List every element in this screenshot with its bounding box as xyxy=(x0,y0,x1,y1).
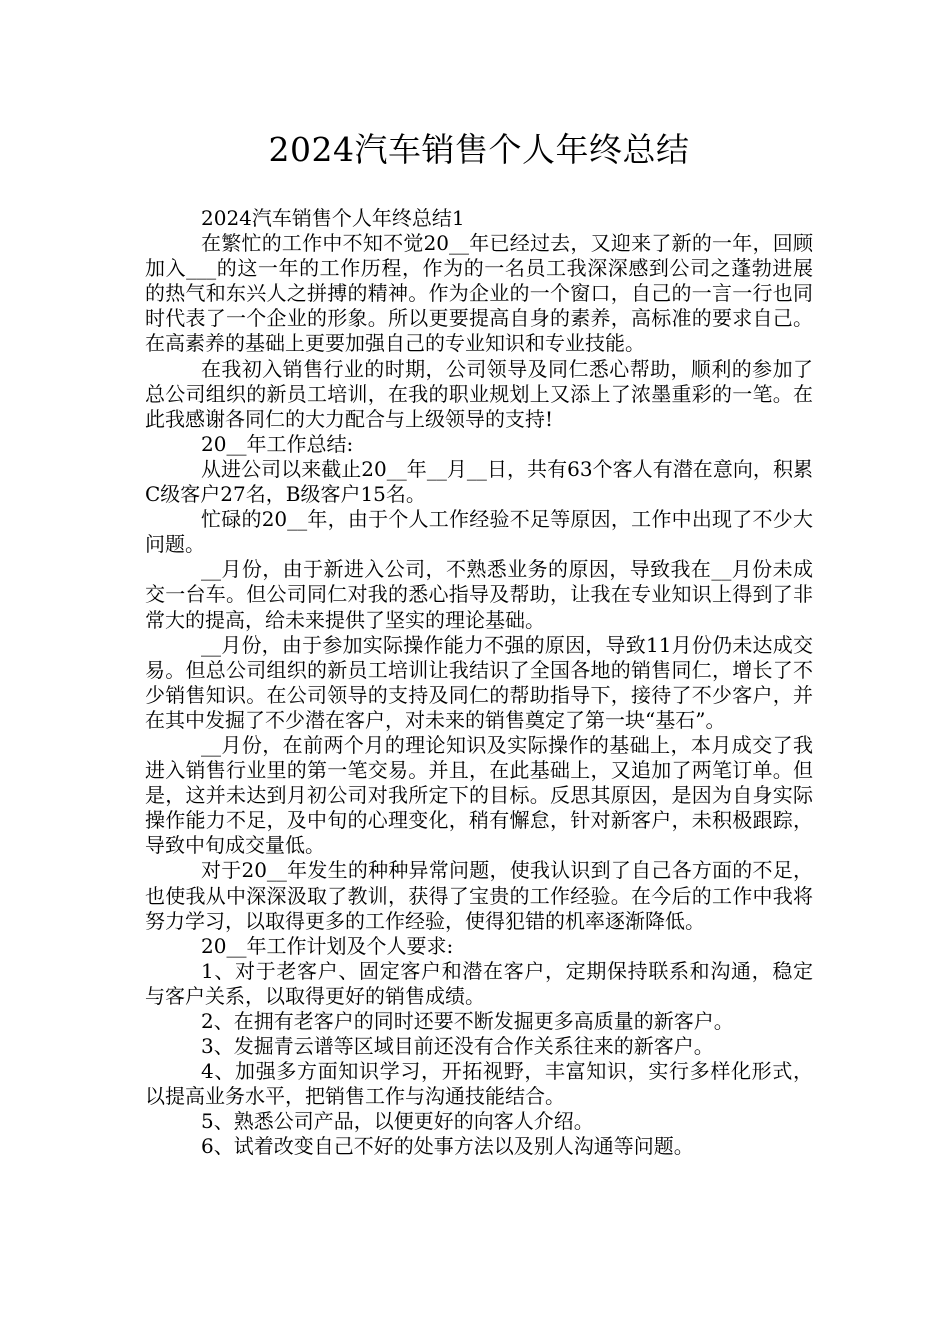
plan-item-3: 3、发掘青云谱等区域目前还没有合作关系往来的新客户。 xyxy=(201,1034,714,1059)
problems-paragraph: 忙碌的20__年，由于个人工作经验不足等原因，工作中出现了不少大问题。 xyxy=(145,507,813,557)
document-body xyxy=(145,206,813,1160)
plan-item-1: 1、对于老客户、固定客户和潜在客户，定期保持联系和沟通，稳定与客户关系，以取得更好的销售成绩。 xyxy=(145,958,813,1008)
intro-paragraph: 在繁忙的工作中不知不觉20__年已经过去，又迎来了新的一年，回顾加入___的这一年的工作历程，作为的一名员工我深深感到公司之蓬勃进展的热气和东兴人之拼搏的精神。作为企业的一个窗口，自己的一言一行也同时代表了一个企业的形象。所以更要提高自身的素养，高标准的要求自己。在高素养的基础上更要加强自己的专业知识和专业技能。 xyxy=(145,231,813,356)
work-plan-heading: 20__年工作计划及个人要求: xyxy=(201,933,454,958)
plan-item-6: 6、试着改变自己不好的处事方法以及别人沟通等问题。 xyxy=(201,1134,694,1159)
document-page xyxy=(145,128,813,1160)
reflection-paragraph: 对于20__年发生的种种异常问题，使我认识到了自己各方面的不足，也使我从中深深汲取了教训，获得了宝贵的工作经验。在今后的工作中我将努力学习，以取得更多的工作经验，使得犯错的机率逐渐降低。 xyxy=(145,858,813,933)
plan-item-2: 2、在拥有老客户的同时还要不断发掘更多高质量的新客户。 xyxy=(201,1009,734,1033)
work-summary-heading: 20__年工作总结: xyxy=(201,431,354,456)
month-2-paragraph: __月份，由于参加实际操作能力不强的原因，导致11月份仍未达成交易。但总公司组织的新员工培训让我结识了全国各地的销售同仁，增长了不少销售知识。在公司领导的支持及同仁的帮助指导下，接待了不少客户，并在其中发掘了不少潜在客户，对未来的销售奠定了第一块“基石”。 xyxy=(145,632,813,732)
document-title: 2024汽车销售个人年终总结 xyxy=(268,130,690,169)
plan-item-4: 4、加强多方面知识学习，开拓视野，丰富知识，实行多样化形式，以提高业务水平，把销售工作与沟通技能结合。 xyxy=(145,1059,813,1109)
plan-item-5: 5、熟悉公司产品，以便更好的向客人介绍。 xyxy=(201,1109,594,1134)
month-3-paragraph: __月份，在前两个月的理论知识及实际操作的基础上，本月成交了我进入销售行业里的第一笔交易。并且，在此基础上，又追加了两笔订单。但是，这并未达到月初公司对我所定下的目标。反思其原因，是因为自身实际操作能力不足，及中旬的心理变化，稍有懈怠，针对新客户，未积极跟踪，导致中旬成交量低。 xyxy=(145,732,813,858)
customer-stats-paragraph: 从进公司以来截止20__年__月__日，共有63个客人有潜在意向，积累C级客户27名，B级客户15名。 xyxy=(145,456,813,507)
subtitle-paragraph: 2024汽车销售个人年终总结1 xyxy=(201,206,465,230)
month-1-paragraph: __月份，由于新进入公司，不熟悉业务的原因，导致我在__月份未成交一台车。但公司同仁对我的悉心指导及帮助，让我在专业知识上得到了非常大的提高，给未来提供了坚实的理论基础。 xyxy=(145,557,813,632)
training-paragraph: 在我初入销售行业的时期，公司领导及同仁悉心帮助，顺利的参加了总公司组织的新员工培训，在我的职业规划上又添上了浓墨重彩的一笔。在此我感谢各同仁的大力配合与上级领导的支持! xyxy=(145,356,813,431)
